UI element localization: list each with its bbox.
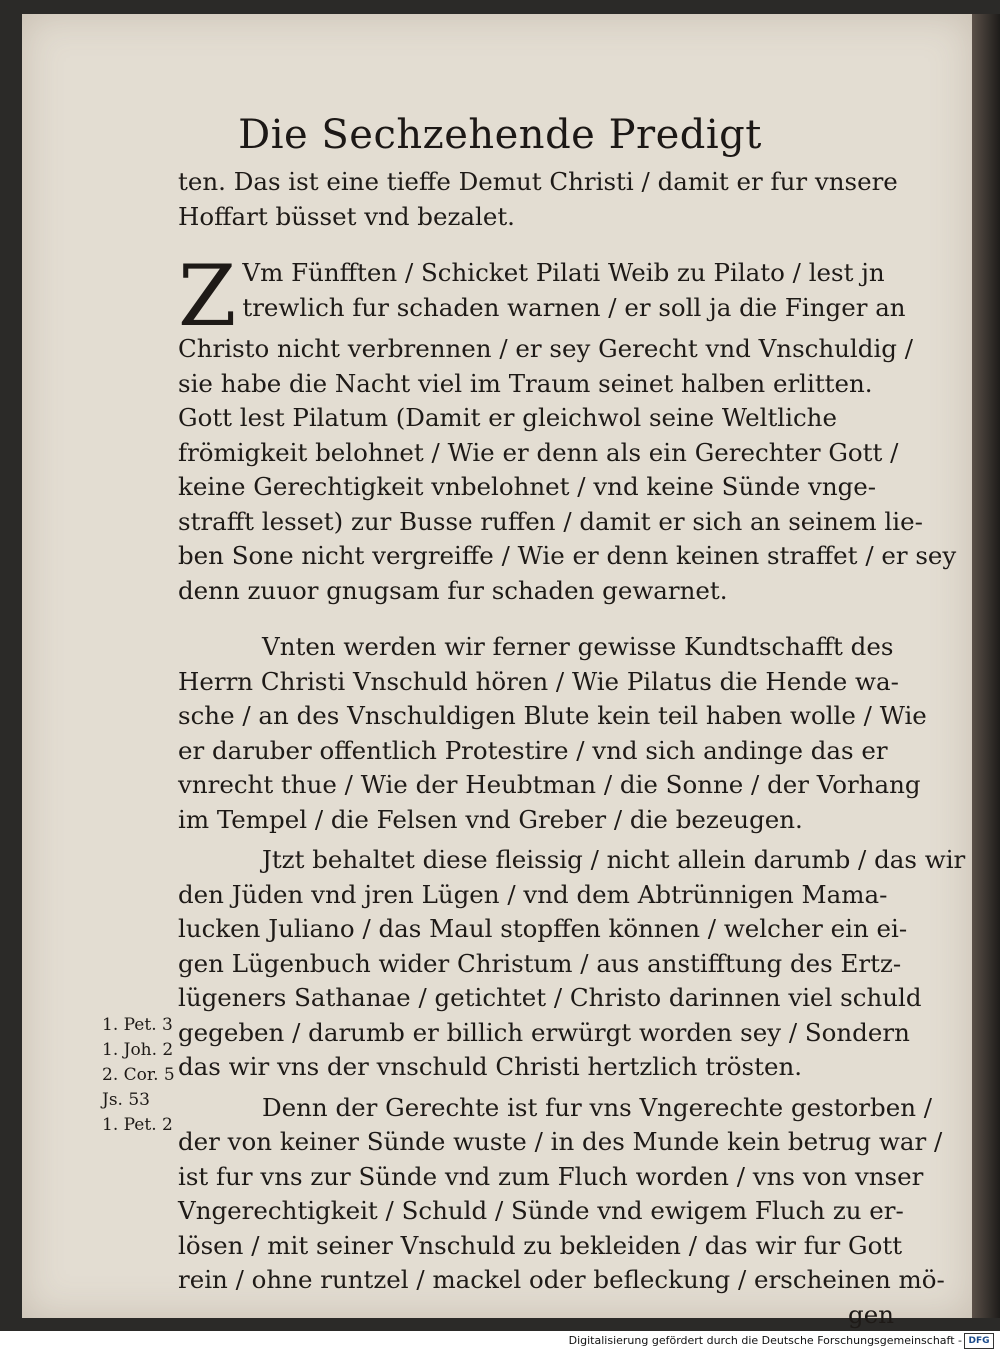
text-line: Jtzt behaltet diese fleissig / nicht allein darumb / das wir [262,845,966,874]
text-line: strafft lesset) zur Busse ruffen / damit er sich an seinem lie- [178,506,923,536]
margin-note: 2. Cor. 5 [102,1065,175,1085]
text-line: gen Lügenbuch wider Christum / aus anstifftung des Ertz- [178,948,902,978]
text-line: das wir vns der vnschuld Christi hertzlich trösten. [178,1052,803,1081]
text-line: ben Sone nicht vergreiffe / Wie er denn keinen straffet / er sey [178,541,957,570]
text-line: keine Gerechtigkeit vnbelohnet / vnd keine Sünde vnge- [178,472,877,501]
text-line: der von keiner Sünde wuste / in des Munde kein betrug war / [178,1127,943,1156]
text-line: lügeners Sathanae / getichtet / Christo darinnen viel schuld [178,983,922,1012]
text-line: lucken Juliano / das Maul stopffen können / welcher ein ei- [178,914,908,943]
footer-credit: Digitalisierung gefördert durch die Deutsche Forschungsgemeinschaft - [568,1334,962,1347]
text-line: im Tempel / die Felsen vnd Greber / die bezeugen. [178,804,803,834]
text-line: sie habe die Nacht viel im Traum seinet halben erlitten. [178,368,873,398]
page-edge-shadow [972,14,1000,1318]
text-line: Vm Fünfften / Schicket Pilati Weib zu Pilato / lest jn [242,258,885,287]
text-line: sche / an des Vnschuldigen Blute kein teil haben wolle / Wie [178,701,927,730]
text-line: Vngerechtigkeit / Schuld / Sünde vnd ewigem Fluch zu er- [178,1196,904,1225]
text-line: Gott lest Pilatum (Damit er gleichwol seine Weltliche [178,403,837,432]
text-line: trewlich fur schaden warnen / er soll ja die Finger an [242,292,906,322]
drop-cap: Z [178,247,237,345]
text-line: Herrn Christi Vnschuld hören / Wie Pilatus die Hende wa- [178,666,899,696]
text-line: gegeben / darumb er billich erwürgt worden sey / Sondern [178,1017,910,1047]
text-line: Vnten werden wir ferner gewisse Kundtschafft des [262,632,894,661]
text-line: Denn der Gerechte ist fur vns Vngerechte gestorben / [262,1092,933,1122]
margin-note: Js. 53 [102,1090,150,1110]
text-line: Hoffart büsset vnd bezalet. [178,201,515,231]
dfg-logo-icon: DFG [964,1333,994,1349]
text-line: frömigkeit belohnet / Wie er denn als ein Gerechter Gott / [178,437,899,467]
margin-notes [102,1013,188,1138]
text-line: er daruber offentlich Protestire / vnd sich andinge das er [178,735,888,765]
margin-note: 1. Joh. 2 [102,1040,174,1060]
paragraph [178,247,906,345]
text-line: lösen / mit seiner Vnschuld zu bekleiden / das wir fur Gott [178,1230,903,1260]
text-line: vnrecht thue / Wie der Heubtman / die Sonne / der Vorhang [178,770,921,799]
text-line: ten. Das ist eine tieffe Demut Christi / damit er fur vnsere [178,167,898,196]
body-text [178,165,966,1332]
catchword: gen [848,1299,894,1329]
text-line: denn zuuor gnugsam fur schaden gewarnet. [178,575,728,605]
margin-note: 1. Pet. 3 [102,1015,173,1035]
text-line: Christo nicht verbrennen / er sey Gerecht vnd Vnschuldig / [178,334,913,363]
text-line: den Jüden vnd jren Lügen / vnd dem Abtrünnigen Mama- [178,879,888,909]
margin-note: 1. Pet. 2 [102,1115,173,1135]
text-line: ist fur vns zur Sünde vnd zum Fluch worden / vns von vnser [178,1161,924,1191]
text-line: rein / ohne runtzel / mackel oder befleckung / erscheinen mö- [178,1265,945,1294]
running-head: Die Sechzehende Predigt [238,112,762,158]
